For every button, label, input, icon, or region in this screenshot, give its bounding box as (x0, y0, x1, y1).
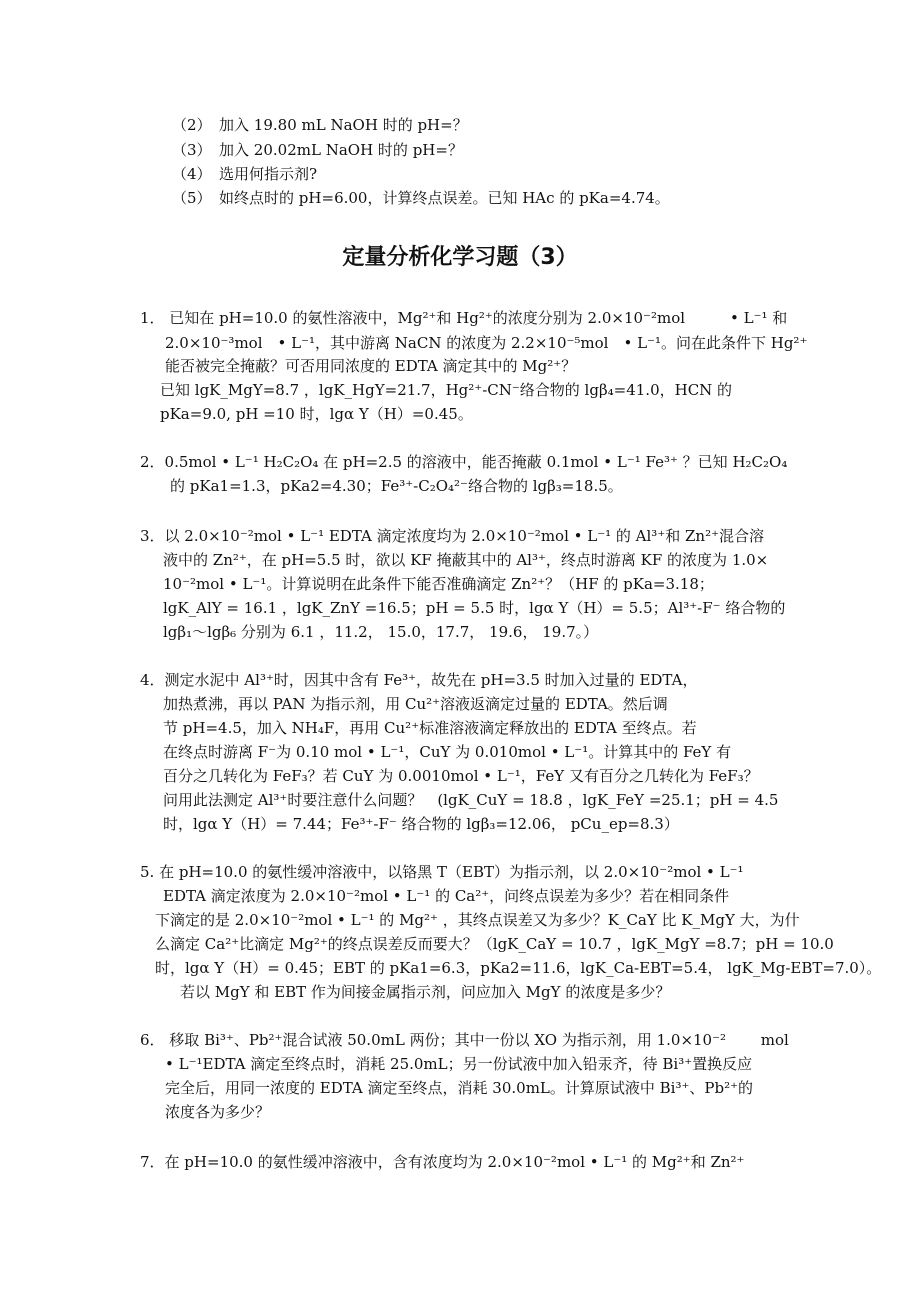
q5-line: 下滴定的是 2.0×10⁻²mol • L⁻¹ 的 Mg²⁺ ，其终点误差又为多少？K_CaY 比 K_MgY 大，为什 (155, 911, 800, 929)
q6-line: 6． 移取 Bi³⁺、Pb²⁺混合试液 50.0mL 两份；其中一份以 XO 为指示剂，用 1.0×10⁻² mol (140, 1031, 789, 1049)
q4-line: 在终点时游离 F⁻为 0.10 mol • L⁻¹，CuY 为 0.010mol • L⁻¹。计算其中的 FeY 有 (163, 743, 732, 761)
q5-line: 5. 在 pH=10.0 的氨性缓冲溶液中，以铬黑 T（EBT）为指示剂，以 2.0×10⁻²mol • L⁻¹ (140, 863, 744, 881)
q4-line: 问用此法测定 Al³⁺时要注意什么问题？ (lgK_CuY = 18.8 ，lgK_FeY =25.1；pH = 4.5 (163, 791, 779, 809)
item-3: （3） 加入 20.02mL NaOH 时的 pH=？ (172, 141, 463, 159)
q1-line: 2.0×10⁻³mol • L⁻¹，其中游离 NaCN 的浓度为 2.2×10⁻⁵mol • L⁻¹。问在此条件下 Hg²⁺ (165, 334, 808, 352)
item-5: （5） 如终点时的 pH=6.00，计算终点误差。已知 HAc 的 pKa=4.74。 (172, 189, 670, 207)
q6-line: • L⁻¹EDTA 滴定至终点时，消耗 25.0mL；另一份试液中加入铅汞齐，待 Bi³⁺置换反应 (165, 1055, 753, 1073)
q5-line: EDTA 滴定浓度为 2.0×10⁻²mol • L⁻¹ 的 Ca²⁺，问终点误差为多少？若在相同条件 (163, 887, 730, 905)
q5-line: 时，lgα Y（H）= 0.45；EBT 的 pKa1=6.3，pKa2=11.6，lgK_Ca-EBT=5.4， lgK_Mg-EBT=7.0）。 (155, 959, 882, 977)
q4-line: 节 pH=4.5，加入 NH₄F，再用 Cu²⁺标准溶液滴定释放出的 EDTA 至终点。若 (163, 719, 697, 737)
q4-line: 4．测定水泥中 Al³⁺时，因其中含有 Fe³⁺，故先在 pH=3.5 时加入过量的 EDTA， (140, 671, 698, 689)
q6-line: 浓度各为多少？ (165, 1103, 271, 1121)
q3-line: lgβ₁～lgβ₆ 分别为 6.1 ，11.2， 15.0，17.7， 19.6， 19.7。） (163, 623, 599, 641)
item-2: （2） 加入 19.80 mL NaOH 时的 pH=？ (172, 116, 468, 134)
page-title: 定量分析化学习题（3） (342, 245, 578, 270)
q2-line: 2．0.5mol • L⁻¹ H₂C₂O₄ 在 pH=2.5 的溶液中，能否掩蔽 0.1mol • L⁻¹ Fe³⁺ ？已知 H₂C₂O₄ (140, 453, 788, 471)
q5-line: 若以 MgY 和 EBT 作为间接金属指示剂，问应加入 MgY 的浓度是多少？ (180, 983, 671, 1001)
q4-line: 时，lgα Y（H）= 7.44；Fe³⁺-F⁻ 络合物的 lgβ₃=12.06， pCu_ep=8.3） (163, 815, 679, 833)
q3-line: 3．以 2.0×10⁻²mol • L⁻¹ EDTA 滴定浓度均为 2.0×10⁻²mol • L⁻¹ 的 Al³⁺和 Zn²⁺混合溶 (140, 527, 765, 545)
q3-line: lgK_AlY = 16.1 ，lgK_ZnY =16.5；pH = 5.5 时，lgα Y（H）= 5.5；Al³⁺-F⁻ 络合物的 (163, 599, 786, 617)
q2-line: 的 pKa1=1.3，pKa2=4.30；Fe³⁺-C₂O₄²⁻络合物的 lgβ₃=18.5。 (170, 477, 623, 495)
q1-line: 能否被完全掩蔽？可否用同浓度的 EDTA 滴定其中的 Mg²⁺？ (165, 357, 577, 375)
q4-line: 百分之几转化为 FeF₃？若 CuY 为 0.0010mol • L⁻¹，FeY 又有百分之几转化为 FeF₃？ (163, 767, 759, 785)
q1-line: pKa=9.0, pH =10 时，lgα Y（H）=0.45。 (160, 405, 473, 423)
q4-line: 加热煮沸，再以 PAN 为指示剂，用 Cu²⁺溶液返滴定过量的 EDTA。然后调 (163, 695, 668, 713)
q3-line: 10⁻²mol • L⁻¹。计算说明在此条件下能否准确滴定 Zn²⁺？（HF 的 pKa=3.18； (163, 575, 714, 593)
q1-line: 1． 已知在 pH=10.0 的氨性溶液中，Mg²⁺和 Hg²⁺的浓度分别为 2.0×10⁻²mol • L⁻¹ 和 (140, 309, 788, 327)
q7-line: 7．在 pH=10.0 的氨性缓冲溶液中，含有浓度均为 2.0×10⁻²mol • L⁻¹ 的 Mg²⁺和 Zn²⁺ (140, 1153, 745, 1171)
q5-line: 么滴定 Ca²⁺比滴定 Mg²⁺的终点误差反而要大？（lgK_CaY = 10.7 ，lgK_MgY =8.7；pH = 10.0 (155, 935, 834, 953)
q3-line: 液中的 Zn²⁺，在 pH=5.5 时，欲以 KF 掩蔽其中的 Al³⁺，终点时游离 KF 的浓度为 1.0× (163, 551, 769, 569)
q1-line: 已知 lgK_MgY=8.7 ，lgK_HgY=21.7，Hg²⁺-CN⁻络合物的 lgβ₄=41.0，HCN 的 (160, 381, 733, 399)
q6-line: 完全后，用同一浓度的 EDTA 滴定至终点，消耗 30.0mL。计算原试液中 Bi³⁺、Pb²⁺的 (165, 1079, 754, 1097)
item-4: （4） 选用何指示剂? (172, 165, 318, 183)
